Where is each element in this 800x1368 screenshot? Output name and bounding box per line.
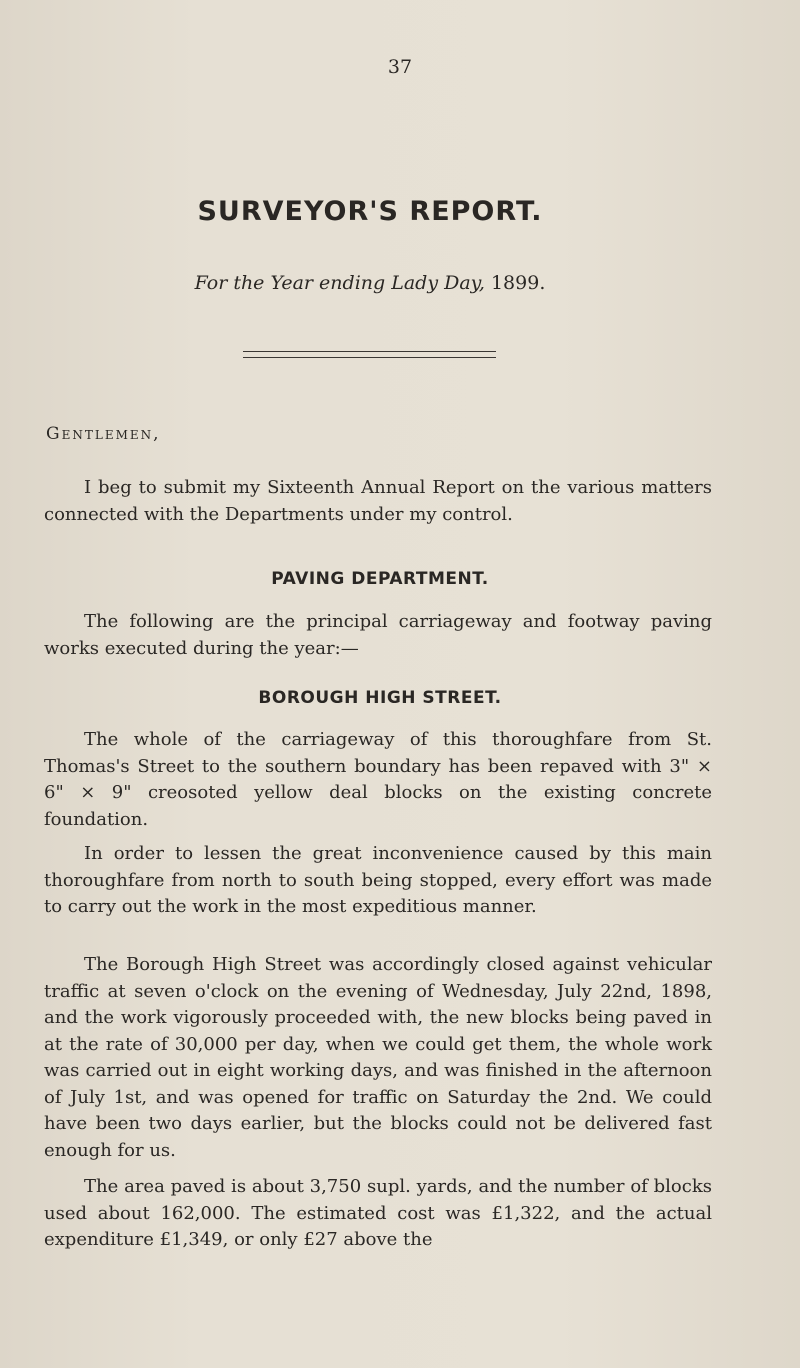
- salutation: Gentlemen,: [46, 424, 161, 444]
- page-number: 37: [387, 56, 413, 78]
- body-paragraph: [44, 841, 712, 921]
- paragraph-text: In order to lessen the great inconvenience caused by this main thoroughfare from north to south being stopped, every effort was made to carry out the work in the most expeditious manner.: [44, 843, 712, 917]
- body-paragraph: [44, 1174, 712, 1254]
- body-paragraph: [44, 727, 712, 833]
- subtitle-text: For the Year ending Lady Day,: [194, 272, 485, 294]
- section-heading: PAVING DEPARTMENT.: [271, 569, 489, 589]
- body-paragraph: [44, 952, 712, 1164]
- intro-text: I beg to submit my Sixteenth Annual Report on the various matters connected with the Departments under my control.: [44, 477, 712, 525]
- subtitle-year: 1899.: [490, 272, 546, 294]
- paragraph-text: The Borough High Street was accordingly closed against vehicular traffic at seven o'clock on the evening of Wednesday, July 22nd, 1898, and the work vigorously proceeded with, the new blocks being paved in at the rate of 30,000 per day, when we could get them, the whole work was carried out in eight working days, and was finished in the afternoon of July 1st, and was opened for traffic on Saturday the 2nd. We could have been two days earlier, but the blocks could not be delivered fast enough for us.: [44, 954, 712, 1161]
- paragraph-text: The area paved is about 3,750 supl. yards, and the number of blocks used about 162,000. The estimated cost was £1,322, and the actual expenditure £1,349, or only £27 above the: [44, 1176, 712, 1250]
- intro-paragraph: [44, 475, 712, 528]
- subheading: BOROUGH HIGH STREET.: [258, 688, 502, 708]
- report-title: SURVEYOR'S REPORT.: [197, 196, 543, 227]
- section-intro-text: The following are the principal carriageway and footway paving works executed during the year:—: [44, 611, 712, 659]
- report-subtitle: [0, 272, 740, 294]
- paragraph-text: The whole of the carriageway of this thoroughfare from St. Thomas's Street to the southern boundary has been repaved with 3" × 6" × 9" creosoted yellow deal blocks on the existing concrete foundation.: [44, 729, 712, 830]
- double-rule-divider: [243, 351, 496, 358]
- section-intro-paragraph: [44, 609, 712, 662]
